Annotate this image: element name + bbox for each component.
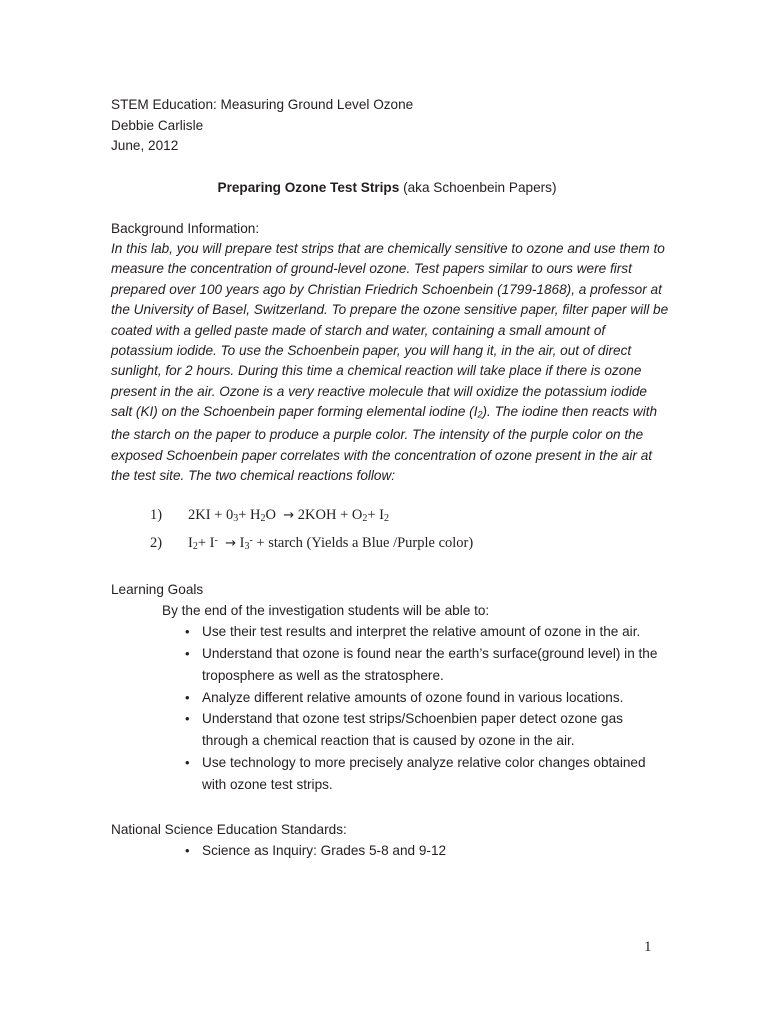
header-date-line: June, 2012 <box>111 138 179 153</box>
bullet-icon: • <box>185 689 190 705</box>
eq1-product-2-sub: 2 <box>384 513 389 525</box>
background-paragraph <box>111 239 669 486</box>
eq2-arrow-icon: → <box>225 536 236 552</box>
list-item <box>185 621 669 643</box>
bullet-icon: • <box>185 755 190 771</box>
eq1-product-2: + I <box>367 507 384 524</box>
list-item-label: Understand that ozone is found near the earth’s surface(ground level) in the troposphere as well as the stratosphere. <box>202 646 658 683</box>
header-course-line: STEM Education: Measuring Ground Level Ozone <box>111 97 414 112</box>
eq2-reactant-2-sup: - <box>214 535 218 547</box>
list-item <box>185 687 669 709</box>
equation-number-1: 1) <box>150 507 163 524</box>
background-paragraph-part1: In this lab, you will prepare test strips that are chemically sensitive to ozone and use them to measure the concentration of ground-level ozone. Test papers similar to ours were first prepared over 100 years ago by Christian Friedrich Schoenbein (1799-1868), a professor at the University of Basel, Switzerland. To prepare the ozone sensitive paper, filter paper will be coated with a gelled paste made of starch and water, containing a small amount of potassium iodide. To use the Schoenbein paper, you will hang it, in the air, out of direct sunlight, for 2 hours. During this time a chemical reaction will take place if there is ozone present in the air. Ozone is a very reactive molecule that will oxidize the potassium iodide salt (KI) on the Schoenbein paper forming elemental iodine (I <box>111 241 669 420</box>
eq1-product-1: 2KOH + O <box>297 507 363 524</box>
list-item <box>185 708 669 752</box>
list-item-label: Use their test results and interpret the relative amount of ozone in the air. <box>202 624 641 640</box>
eq2-product-2: + starch <box>256 535 303 552</box>
page-title <box>111 178 669 198</box>
eq2-reactant-2: + I <box>197 535 215 552</box>
list-item <box>185 840 669 862</box>
list-item-label: Use technology to more precisely analyze relative color changes obtained with ozone test strips. <box>202 755 646 792</box>
eq2-reactant-1: I <box>188 535 193 552</box>
document-body <box>111 95 669 862</box>
eq1-reactant-3: O <box>265 507 276 524</box>
equation-row-2 <box>150 530 669 558</box>
eq1-arrow-icon: → <box>283 508 295 524</box>
list-item <box>185 643 669 687</box>
background-paragraph-part2: ). The iodine then reacts with the starch on the paper to produce a purple color. The intensity of the purple color on the exposed Schoenbein paper correlates with the concentration of ozone present in the air at the test site. The two chemical reactions follow: <box>111 404 658 484</box>
bullet-icon: • <box>185 624 190 640</box>
eq2-product-1-sub: 3 <box>244 541 250 553</box>
header-author-line: Debbie Carlisle <box>111 117 204 133</box>
bullet-icon: • <box>185 711 190 727</box>
page-title-regular: (aka Schoenbein Papers) <box>399 179 557 195</box>
eq1-reactant-1: 2KI + 0 <box>188 507 234 524</box>
equation-row-1 <box>150 504 669 530</box>
eq2-product-1: I <box>239 535 245 552</box>
eq2-reactant-1-sub: 2 <box>192 541 198 553</box>
learning-goals-heading: Learning Goals <box>111 582 204 598</box>
eq1-reactant-1-sub: 3 <box>233 513 239 525</box>
standards-list <box>185 840 669 862</box>
list-item-label: Understand that ozone test strips/Schoenbien paper detect ozone gas through a chemical reaction that is caused by ozone in the air. <box>202 711 623 749</box>
eq1-reactant-2-sub: 2 <box>260 513 266 525</box>
standards-heading: National Science Education Standards: <box>111 821 347 837</box>
page-number: 1 <box>644 939 652 955</box>
bullet-icon: • <box>185 646 190 662</box>
list-item-label: Analyze different relative amounts of ozone found in various locations. <box>202 689 624 705</box>
iodine-subscript: 2 <box>477 409 483 420</box>
chemical-equations-list <box>150 504 669 558</box>
bullet-icon: • <box>185 843 190 859</box>
eq1-reactant-2: + H <box>238 507 261 524</box>
learning-goals-list <box>185 621 669 795</box>
learning-goals-intro: By the end of the investigation students will be able to: <box>162 602 490 618</box>
list-item <box>185 752 669 796</box>
eq1-product-1-sub: 2 <box>362 513 368 525</box>
equation-number-2: 2) <box>150 535 163 552</box>
background-heading: Background Information: <box>111 220 260 236</box>
eq2-product-1-sup: - <box>249 535 253 547</box>
equation-body-1 <box>188 504 389 530</box>
list-item-label: Science as Inquiry: Grades 5-8 and 9-12 <box>202 843 447 859</box>
page-title-bold: Preparing Ozone Test Strips <box>217 179 400 195</box>
eq2-note: (Yields a Blue /Purple color) <box>306 535 474 552</box>
equation-body-2 <box>188 530 473 558</box>
